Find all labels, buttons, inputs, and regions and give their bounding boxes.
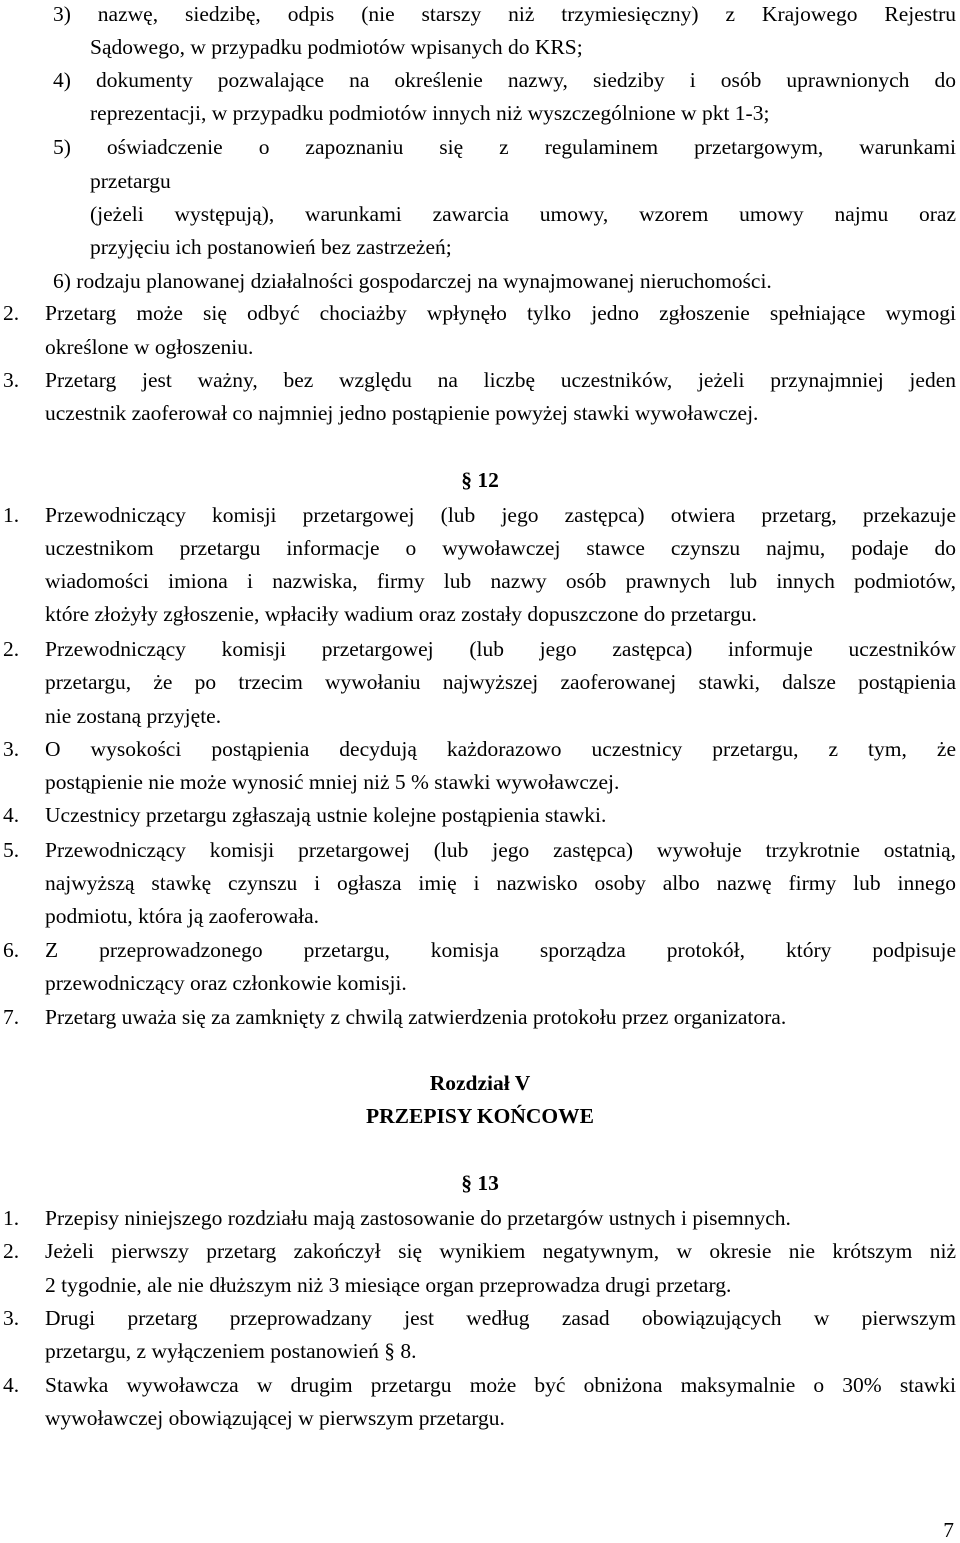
list-item-5-line-2: przetargu bbox=[90, 169, 171, 193]
paragraph-line: Z przeprowadzonego przetargu, komisja sporządza protokół, który podpisuje bbox=[45, 938, 956, 962]
paragraph-number: 4. bbox=[3, 803, 20, 827]
paragraph-line: Przetarg jest ważny, bez względu na liczbę uczestników, jeżeli przynajmniej jeden bbox=[45, 368, 956, 392]
list-item-3-line-1: 3) nazwę, siedzibę, odpis (nie starszy niż trzymiesięczny) z Krajowego Rejestru bbox=[53, 2, 956, 26]
paragraph-line: Drugi przetarg przeprowadzany jest według zasad obowiązujących w pierwszym bbox=[45, 1306, 956, 1330]
paragraph-line: 2 tygodnie, ale nie dłuższym niż 3 miesiące organ przeprowadza drugi przetarg. bbox=[45, 1273, 732, 1297]
paragraph-number: 3. bbox=[3, 737, 20, 761]
paragraph-number: 1. bbox=[3, 1206, 20, 1230]
paragraph-line: Jeżeli pierwszy przetarg zakończył się wynikiem negatywnym, w okresie nie krótszym niż bbox=[45, 1239, 956, 1263]
paragraph-line: nie zostaną przyjęte. bbox=[45, 704, 222, 728]
paragraph-line: Przepisy niniejszego rozdziału mają zastosowanie do przetargów ustnych i pisemnych. bbox=[45, 1206, 791, 1230]
paragraph-line: Uczestnicy przetargu zgłaszają ustnie kolejne postąpienia stawki. bbox=[45, 803, 607, 827]
paragraph-number: 2. bbox=[3, 301, 20, 325]
paragraph-line: wiadomości imiona i nazwiska, firmy lub nazwy osób prawnych lub innych podmiotów, bbox=[45, 569, 956, 593]
paragraph-line: określone w ogłoszeniu. bbox=[45, 335, 254, 359]
paragraph-number: 2. bbox=[3, 637, 20, 661]
list-item-5-line-1: 5) oświadczenie o zapoznaniu się z regulaminem przetargowym, warunkami bbox=[53, 135, 956, 159]
paragraph-number: 3. bbox=[3, 1306, 20, 1330]
section-heading-12: § 12 bbox=[461, 468, 499, 492]
paragraph-number: 6. bbox=[3, 938, 20, 962]
paragraph-number: 1. bbox=[3, 503, 20, 527]
paragraph-number: 4. bbox=[3, 1373, 20, 1397]
paragraph-line: Przewodniczący komisji przetargowej (lub jego zastępca) otwiera przetarg, przekazuje bbox=[45, 503, 956, 527]
paragraph-line: uczestnikom przetargu informacje o wywoławczej stawce czynszu najmu, podaje do bbox=[45, 536, 956, 560]
paragraph-line: Przetarg uważa się za zamknięty z chwilą zatwierdzenia protokołu przez organizatora. bbox=[45, 1005, 787, 1029]
paragraph-line: Przewodniczący komisji przetargowej (lub jego zastępca) informuje uczestników bbox=[45, 637, 956, 661]
chapter-subtitle: PRZEPISY KOŃCOWE bbox=[366, 1104, 594, 1128]
section-heading-13: § 13 bbox=[461, 1171, 499, 1195]
paragraph-line: przetargu, z wyłączeniem postanowień § 8. bbox=[45, 1339, 417, 1363]
list-item-5-line-3: (jeżeli występują), warunkami zawarcia umowy, wzorem umowy najmu oraz bbox=[90, 202, 956, 226]
paragraph-line: przewodniczący oraz członkowie komisji. bbox=[45, 971, 407, 995]
paragraph-line: uczestnik zaoferował co najmniej jedno postąpienie powyżej stawki wywoławczej. bbox=[45, 401, 759, 425]
paragraph-line: Przetarg może się odbyć chociażby wpłynęło tylko jedno zgłoszenie spełniające wymogi bbox=[45, 301, 956, 325]
paragraph-line: podmiotu, która ją zaoferowała. bbox=[45, 904, 320, 928]
paragraph-line: postąpienie nie może wynosić mniej niż 5 % stawki wywoławczej. bbox=[45, 770, 620, 794]
paragraph-number: 3. bbox=[3, 368, 20, 392]
list-item-4-line-2: reprezentacji, w przypadku podmiotów innych niż wyszczególnione w pkt 1-3; bbox=[90, 101, 770, 125]
paragraph-line: Stawka wywoławcza w drugim przetargu może być obniżona maksymalnie o 30% stawki bbox=[45, 1373, 956, 1397]
paragraph-number: 5. bbox=[3, 838, 20, 862]
chapter-title: Rozdział V bbox=[429, 1071, 531, 1095]
list-item-3-line-2: Sądowego, w przypadku podmiotów wpisanych do KRS; bbox=[90, 35, 583, 59]
paragraph-line: przetargu, że po trzecim wywołaniu najwyższej zaoferowanej stawki, dalsze postąpienia bbox=[45, 670, 956, 694]
paragraph-line: O wysokości postąpienia decydują każdorazowo uczestnicy przetargu, z tym, że bbox=[45, 737, 956, 761]
list-item-6-line-1: 6) rodzaju planowanej działalności gospodarczej na wynajmowanej nieruchomości. bbox=[53, 269, 772, 293]
paragraph-line: wywoławczej obowiązującej w pierwszym przetargu. bbox=[45, 1406, 505, 1430]
page-number: 7 bbox=[943, 1518, 954, 1542]
list-item-4-line-1: 4) dokumenty pozwalające na określenie nazwy, siedziby i osób uprawnionych do bbox=[53, 68, 956, 92]
paragraph-number: 2. bbox=[3, 1239, 20, 1263]
paragraph-line: które złożyły zgłoszenie, wpłaciły wadium oraz zostały dopuszczone do przetargu. bbox=[45, 602, 757, 626]
list-item-5-line-4: przyjęciu ich postanowień bez zastrzeżeń; bbox=[90, 235, 452, 259]
paragraph-line: najwyższą stawkę czynszu i ogłasza imię i nazwisko osoby albo nazwę firmy lub innego bbox=[45, 871, 956, 895]
paragraph-number: 7. bbox=[3, 1005, 20, 1029]
paragraph-line: Przewodniczący komisji przetargowej (lub jego zastępca) wywołuje trzykrotnie ostatnią, bbox=[45, 838, 956, 862]
